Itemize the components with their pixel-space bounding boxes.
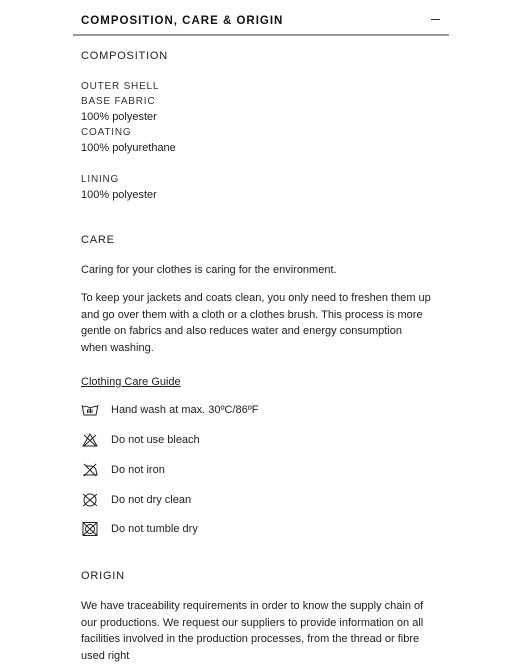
hand-wash-icon [81, 402, 99, 418]
no-iron-icon [81, 462, 99, 478]
coating-label: COATING [81, 127, 132, 138]
care-instruction-text: Do not iron [111, 464, 165, 476]
origin-heading: ORIGIN [81, 570, 125, 582]
coating-value: 100% polyurethane [81, 142, 176, 154]
base-fabric-value: 100% polyester [81, 111, 157, 123]
care-instruction-text: Do not dry clean [111, 494, 192, 506]
minus-icon[interactable] [431, 14, 441, 24]
care-heading: CARE [81, 234, 115, 246]
origin-body: We have traceability requirements in order to know the supply chain of our productions. We request our suppliers to provide information on all facilities involved in the production processes, from the thread or fibre used right [81, 600, 424, 662]
care-body: To keep your jackets and coats clean, you only need to freshen them up and go over them with a cloth or a clothes brush. This process is more gentle on fabrics and also reduces water and energy consumption when washing. [81, 292, 431, 354]
lining-label: LINING [81, 174, 120, 185]
no-bleach-icon [81, 432, 99, 448]
accordion-header[interactable] [73, 0, 449, 36]
section-title: COMPOSITION, CARE & ORIGIN [81, 15, 284, 27]
composition-heading: COMPOSITION [81, 50, 169, 62]
lining-value: 100% polyester [81, 189, 157, 201]
care-instruction-text: Do not tumble dry [111, 523, 198, 535]
care-instruction-text: Hand wash at max. 30ºC/86ºF [111, 404, 259, 416]
base-fabric-label: BASE FABRIC [81, 96, 156, 107]
care-instruction-text: Do not use bleach [111, 434, 200, 446]
clothing-care-guide-link[interactable]: Clothing Care Guide [81, 376, 181, 388]
care-intro: Caring for your clothes is caring for the environment. [81, 264, 337, 276]
no-dry-clean-icon [81, 492, 99, 508]
no-tumble-dry-icon [81, 521, 99, 537]
outer-shell-label: OUTER SHELL [81, 81, 160, 92]
